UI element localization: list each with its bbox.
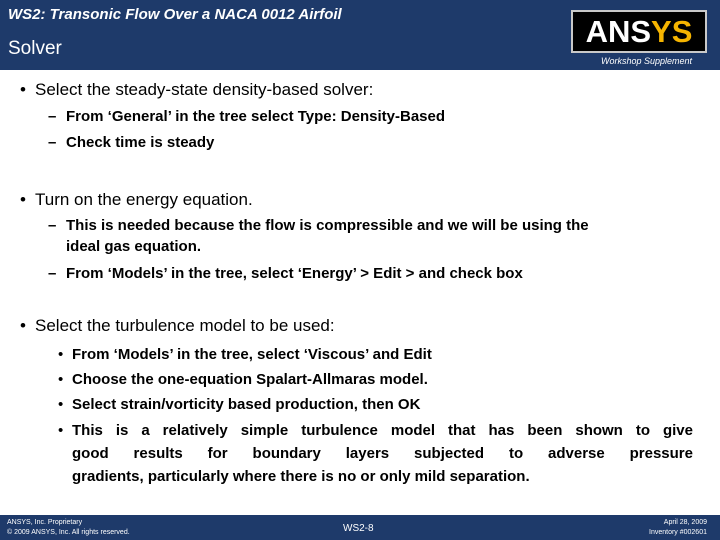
footer-copyright	[7, 518, 130, 538]
sub-bullet-text: This is needed because the flow is compressible and we will be using the	[66, 217, 589, 234]
sub-bullet-continuation	[72, 468, 530, 485]
sub-bullet-text: good results for boundary layers subjected to adverse pressure	[72, 445, 693, 462]
dash-marker: –	[48, 265, 57, 282]
sub-bullet-text: ideal gas equation.	[66, 238, 202, 255]
bullet-text: Turn on the energy equation.	[35, 190, 253, 209]
logo-text-white: ANS	[585, 14, 652, 49]
dash-marker: –	[48, 217, 57, 234]
slide-footer	[0, 515, 720, 540]
dot-marker: •	[58, 346, 64, 363]
footer-date: April 28, 2009	[663, 519, 707, 526]
workshop-title: WS2: Transonic Flow Over a NACA 0012 Airfoil	[8, 6, 342, 23]
dash-marker: –	[48, 134, 57, 151]
footer-date-inventory	[649, 518, 707, 538]
footer-inventory: Inventory #002601	[649, 529, 707, 536]
logo-text-yellow: YS	[651, 14, 693, 49]
bullet-marker: •	[20, 190, 26, 209]
sub-bullet-text: From ‘Models’ in the tree, select ‘Viscous’ and Edit	[72, 346, 432, 363]
bullet-text: Select the steady-state density-based solver:	[35, 80, 374, 99]
page-number: WS2-8	[343, 523, 374, 534]
ansys-logo	[571, 10, 707, 53]
dot-marker: •	[58, 371, 64, 388]
footer-proprietary: ANSYS, Inc. Proprietary	[7, 519, 83, 526]
sub-bullet-text: Check time is steady	[66, 134, 215, 151]
slide-header	[0, 0, 720, 70]
bullet-marker: •	[20, 316, 26, 335]
dot-marker: •	[58, 396, 64, 413]
sub-bullet-text: gradients, particularly where there is no or only mild separation.	[72, 468, 530, 485]
sub-bullet-text: Select strain/vorticity based production, then OK	[72, 396, 421, 413]
sub-bullet-text: From ‘Models’ in the tree, select ‘Energy’ > Edit > and check box	[66, 265, 523, 282]
bullet-text: Select the turbulence model to be used:	[35, 316, 335, 335]
bullet-marker: •	[20, 80, 26, 99]
section-title: Solver	[8, 38, 62, 59]
dot-marker: •	[58, 422, 64, 439]
sub-bullet-text: Choose the one-equation Spalart-Allmaras model.	[72, 371, 428, 388]
footer-rights: © 2009 ANSYS, Inc. All rights reserved.	[7, 529, 130, 536]
sub-bullet-text: This is a relatively simple turbulence model that has been shown to give	[72, 422, 693, 439]
sub-bullet-text: From ‘General’ in the tree select Type: Density-Based	[66, 108, 446, 125]
slide-body	[0, 70, 720, 515]
workshop-supplement-label: Workshop Supplement	[600, 56, 692, 66]
dash-marker: –	[48, 108, 57, 125]
